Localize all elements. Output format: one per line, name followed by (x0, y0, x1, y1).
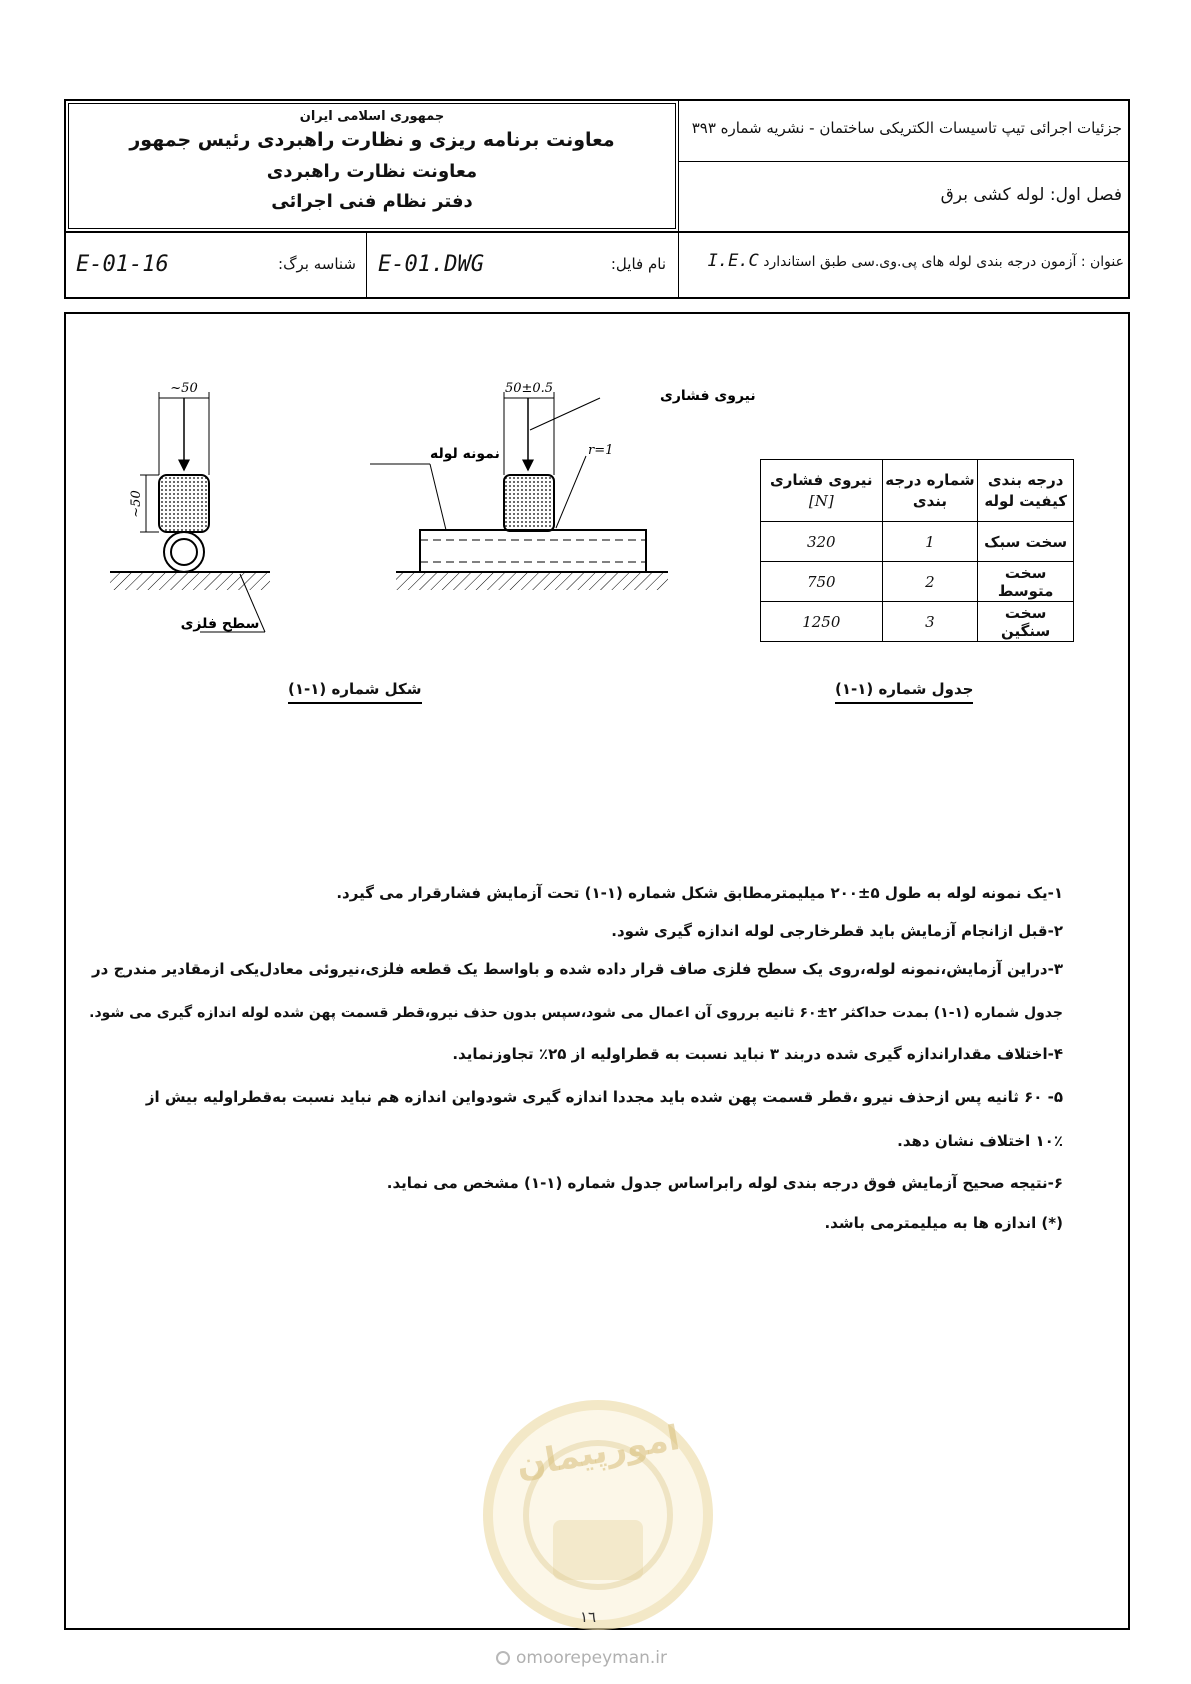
sheet-title-cell (680, 251, 1124, 285)
sheet-title-label: عنوان : (1080, 254, 1124, 270)
table-row (761, 602, 1074, 642)
number-cell: 3 (882, 602, 978, 642)
force-cell: 320 (761, 522, 883, 562)
header-grade: درجه بندی کیفیت لوله (978, 460, 1074, 522)
table-caption: جدول شماره (۱-۱) (835, 680, 973, 704)
watermark-seal-text: امورپیمان (513, 1417, 683, 1487)
file-name-label: نام فایل: (610, 255, 666, 273)
paragraph-5-cont: ۱۰٪ اختلاف نشان دهد. (897, 1132, 1063, 1150)
figure-caption: شکل شماره (۱-۱) (288, 680, 422, 704)
dim-height-left: ~50 (129, 490, 144, 518)
header-frame (64, 99, 1130, 299)
at-icon (496, 1651, 510, 1665)
dim-width-right: 50±0.5 (504, 381, 554, 396)
paragraph-3-cont: جدول شماره (۱-۱) بمدت حداکثر ۲±۶۰ ثانیه برروی آن اعمال می شود،سپس بدون حذف نیرو،قطر قسمت پهن شده لوله اندازه گیری می شود. (89, 1005, 1063, 1021)
paragraph-4: ۴-اختلاف مقداراندازه گیری شده دربند ۳ نباید نسبت به قطراولیه از ۲۵٪ تجاوزنماید. (452, 1045, 1063, 1063)
publication-title: جزئیات اجرائی تیپ تاسیسات الکتریکی ساختمان - نشریه شماره ۳۹۳ (691, 119, 1122, 137)
grade-table (760, 459, 1074, 642)
watermark-url-text: omoorepeyman.ir (516, 1648, 668, 1668)
paragraph-2: ۲-قبل ازانجام آزمایش باید قطرخارجی لوله اندازه گیری شود. (611, 922, 1063, 940)
sheet-id-cell (66, 247, 366, 281)
grade-cell: سخت سبک (978, 522, 1074, 562)
header-force-unit: [N] (808, 491, 834, 510)
chapter-title: فصل اول: لوله کشی برق (940, 185, 1122, 205)
sheet-id-label: شناسه برگ: (278, 255, 356, 273)
header-force-label: نیروی فشاری (770, 471, 873, 490)
header-force (761, 460, 883, 522)
watermark-url (496, 1648, 667, 1668)
paragraph-1: ۱-یک نمونه لوله به طول ۵±۲۰۰ میلیمترمطابق شکل شماره (۱-۱) تحت آزمایش فشارقرار می گیرد. (336, 884, 1063, 902)
paragraph-3: ۳-دراین آزمایش،نمونه لوله،روی یک سطح فلزی صاف قرار داده شده و باواسط یک قطعه فلزی،نیروئی معادل‌یکی ازمقادیر مندرج در (92, 960, 1063, 978)
label-compressive-force: نیروی فشاری (660, 388, 756, 404)
org-line-3: معاونت نظارت راهبردی (266, 161, 478, 182)
org-line-2: معاونت برنامه ریزی و نظارت راهبردی رئیس جمهور (129, 129, 615, 151)
label-metal-surface: سطح فلزی (180, 616, 260, 632)
test-figure (100, 381, 756, 640)
side-view-drawing (370, 392, 668, 590)
paragraph-6: ۶-نتیجه صحیح آزمایش فوق درجه بندی لوله رابراساس جدول شماره (۱-۱) مشخص می نماید. (386, 1174, 1063, 1192)
grade-cell: سخت سنگین (978, 602, 1074, 642)
paragraph-note: (*) اندازه ها به میلیمترمی باشد. (824, 1214, 1063, 1232)
table-row (761, 522, 1074, 562)
paragraph-5: ۵- ۶۰ ثانیه پس ازحذف نیرو ،قطر قسمت پهن شده باید مجددا اندازه گیری شودواین اندازه هم نباید نسبت به‌قطراولیه بیش از (145, 1088, 1063, 1106)
grade-cell: سخت متوسط (978, 562, 1074, 602)
sheet-id-value: E-01-16 (76, 251, 169, 277)
watermark-seal-emblem (553, 1520, 643, 1580)
sheet-title-text: آزمون درجه بندی لوله های پی.وی.سی طبق استاندارد (763, 254, 1077, 270)
header-number: شماره درجه بندی (882, 460, 978, 522)
force-cell: 1250 (761, 602, 883, 642)
sheet-title-standard: I.E.C (707, 251, 759, 271)
number-cell: 2 (882, 562, 978, 602)
label-pipe-sample: نمونه لوله (430, 446, 500, 462)
dim-width-left: ~50 (170, 381, 198, 396)
number-cell: 1 (882, 522, 978, 562)
org-line-4: دفتر نظام فنی اجرائی (271, 191, 473, 212)
org-line-1: جمهوری اسلامی ایران (299, 109, 445, 124)
page-number: ١٦ (580, 1608, 597, 1626)
label-radius: r=1 (588, 443, 614, 458)
table-header-row (761, 460, 1074, 522)
file-name-cell (366, 247, 678, 281)
watermark-seal (483, 1400, 713, 1630)
table-row (761, 562, 1074, 602)
file-name-value: E-01.DWG (378, 251, 484, 277)
force-cell: 750 (761, 562, 883, 602)
